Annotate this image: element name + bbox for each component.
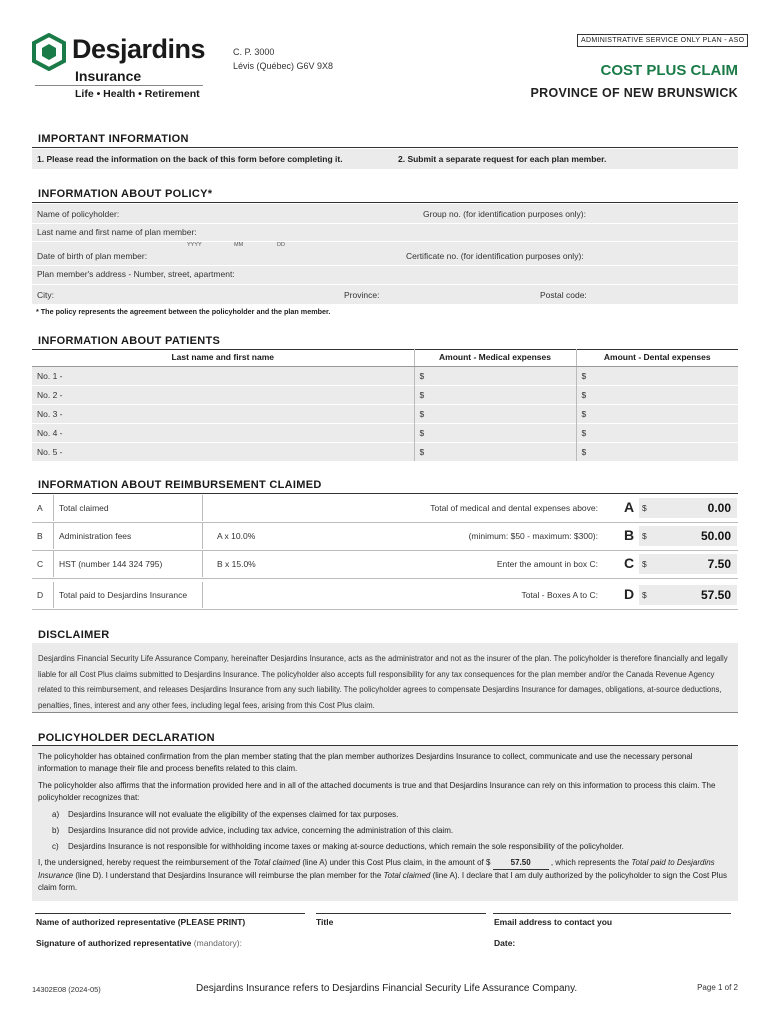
col-divider xyxy=(202,523,203,549)
rep-name-label: Name of authorized representative (PLEASE PRINT) xyxy=(36,917,246,927)
amount-box[interactable] xyxy=(639,526,737,546)
line-letter: A xyxy=(37,503,43,513)
col-divider xyxy=(53,495,54,521)
col-divider xyxy=(53,551,54,577)
decl-emph: Total paid to Desjardins Insurance xyxy=(38,858,715,880)
patients-heading: INFORMATION ABOUT PATIENTS xyxy=(38,335,221,347)
logo-subtitle: Insurance xyxy=(75,68,142,84)
row-divider xyxy=(32,284,738,285)
disclaimer-heading: DISCLAIMER xyxy=(38,629,110,641)
reimbursement-row xyxy=(32,551,738,579)
postal-code-field[interactable]: Postal code: xyxy=(540,290,587,300)
patient-name-cell[interactable]: No. 5 - xyxy=(32,442,414,461)
important-box xyxy=(32,149,738,169)
list-text: Desjardins Insurance is not responsible for withholding income taxes or making at-source deductions, which remain the sole responsibility of the policyholder. xyxy=(68,842,624,851)
line-label: Total claimed xyxy=(59,503,109,513)
member-name-field[interactable]: Last name and first name of plan member: xyxy=(37,227,197,237)
box-letter: C xyxy=(624,555,635,571)
patient-name-cell[interactable]: No. 3 - xyxy=(32,404,414,423)
patient-name-cell[interactable]: No. 4 - xyxy=(32,423,414,442)
decl-text: (line A) under this Cost Plus claim, in the amount of $ xyxy=(300,858,493,867)
box-letter: B xyxy=(624,527,635,543)
decl-text: (line A). I declare that I am duly authorized by the policyholder to sign the Cost Plus claim form. xyxy=(38,871,727,892)
col-divider xyxy=(202,495,203,521)
line-description: Enter the amount in box C: xyxy=(496,559,598,569)
row-divider xyxy=(32,241,738,242)
policy-heading: INFORMATION ABOUT POLICY* xyxy=(38,188,213,200)
line-letter: B xyxy=(37,531,43,541)
line-calc: B x 15.0% xyxy=(217,559,256,569)
dental-amount-cell[interactable]: $ xyxy=(576,423,738,442)
medical-amount-cell[interactable]: $ xyxy=(414,366,576,385)
medical-amount-cell[interactable]: $ xyxy=(414,385,576,404)
declaration-p1: The policyholder has obtained confirmation from the plan member stating that the plan member authorizes Desjardins Insurance to collect, communicate and use the necessary personal information to manage their file and process benefits related to this claim. xyxy=(38,752,693,773)
decl-emph: Total claimed xyxy=(253,858,301,867)
group-no-field[interactable]: Group no. (for identification purposes only): xyxy=(423,209,587,219)
reimbursement-row xyxy=(32,495,738,523)
decl-text: , which represents the xyxy=(548,858,632,867)
form-subtitle: PROVINCE OF NEW BRUNSWICK xyxy=(530,86,738,100)
declaration-list-item xyxy=(38,809,732,821)
rep-name-line[interactable] xyxy=(35,913,305,914)
col-medical-header: Amount - Medical expenses xyxy=(414,349,576,366)
important-heading: IMPORTANT INFORMATION xyxy=(38,133,189,145)
line-label: Administration fees xyxy=(59,531,132,541)
section-divider xyxy=(32,202,738,203)
list-text: Desjardins Insurance did not provide advice, including tax advice, concerning the administration of this claim. xyxy=(68,826,454,835)
patient-name-cell[interactable]: No. 1 - xyxy=(32,366,414,385)
section-divider xyxy=(32,493,738,494)
table-row xyxy=(32,366,738,385)
logo-name: Desjardins xyxy=(72,34,206,64)
table-header-row xyxy=(32,349,738,366)
medical-amount-cell[interactable]: $ xyxy=(414,423,576,442)
patient-name-cell[interactable]: No. 2 - xyxy=(32,385,414,404)
amount-box[interactable] xyxy=(639,585,737,605)
address-line-2: Lévis (Québec) G6V 9X8 xyxy=(233,61,334,71)
important-item-1: 1. Please read the information on the back of this form before completing it. xyxy=(37,154,343,164)
address-line-1: C. P. 3000 xyxy=(233,47,275,57)
mandatory-text: (mandatory): xyxy=(193,938,242,948)
currency-symbol: $ xyxy=(642,590,647,600)
col-divider xyxy=(202,551,203,577)
claim-amount-field[interactable]: 57.50 xyxy=(493,857,549,870)
section-divider xyxy=(32,147,738,148)
col-divider xyxy=(53,523,54,549)
dental-amount-cell[interactable]: $ xyxy=(576,385,738,404)
mailing-address xyxy=(233,45,333,73)
important-item-2: 2. Submit a separate request for each plan member. xyxy=(398,154,607,164)
list-marker: c) xyxy=(52,842,59,851)
amount-value: 0.00 xyxy=(707,501,731,515)
line-label: Total paid to Desjardins Insurance xyxy=(59,590,188,600)
disclaimer-text: Desjardins Financial Security Life Assurance Company, hereinafter Desjardins Insurance, acts as the administrator and not as the insurer of the plan. The policyholder is therefore financially and legally liable for all Cost Plus claims submitted to Desjardins Insurance. The policyholder also accepts full responsibility for any tax consequences for the plan member and/or the Canada Revenue Agency related to this reimbursement, and releases Desjardins Insurance from any such liability. The policyholder agrees to compensate Desjardins Insurance for damages, obligations, at-source deductions, penalties, fines, interest and any other fees, including legal fees, arising from this Cost Plus claim. xyxy=(32,643,738,713)
row-divider xyxy=(32,265,738,266)
reimbursement-row xyxy=(32,523,738,551)
col-divider xyxy=(202,582,203,608)
currency-symbol: $ xyxy=(642,559,647,569)
medical-amount-cell[interactable]: $ xyxy=(414,442,576,461)
currency-symbol: $ xyxy=(642,531,647,541)
line-letter: C xyxy=(37,559,44,569)
decl-text: (line D). I understand that Desjardins Insurance will reimburse the plan member for the xyxy=(73,871,384,880)
medical-amount-cell[interactable]: $ xyxy=(414,404,576,423)
table-row xyxy=(32,442,738,461)
line-description: Total - Boxes A to C: xyxy=(521,590,598,600)
province-field[interactable]: Province: xyxy=(344,290,380,300)
dental-amount-cell[interactable]: $ xyxy=(576,404,738,423)
dental-amount-cell[interactable]: $ xyxy=(576,366,738,385)
dental-amount-cell[interactable]: $ xyxy=(576,442,738,461)
line-description: Total of medical and dental expenses above: xyxy=(430,503,598,513)
form-code: 14302E08 (2024-05) xyxy=(32,985,101,994)
col-dental-header: Amount - Dental expenses xyxy=(576,349,738,366)
dob-dd-hint: DD xyxy=(277,242,285,248)
form-title: COST PLUS CLAIM xyxy=(600,62,738,79)
col-name-header: Last name and first name xyxy=(32,349,414,366)
email-label: Email address to contact you xyxy=(494,917,613,927)
title-label: Title xyxy=(316,917,334,927)
declaration-list-item xyxy=(38,825,732,837)
declaration-text xyxy=(32,746,738,901)
list-marker: b) xyxy=(52,826,60,835)
amount-box[interactable] xyxy=(639,554,737,574)
amount-box[interactable] xyxy=(639,498,737,518)
logo-tagline: Life • Health • Retirement xyxy=(75,88,200,100)
line-description: (minimum: $50 - maximum: $300): xyxy=(468,531,598,541)
city-field[interactable]: City: xyxy=(37,290,54,300)
reimbursement-heading: INFORMATION ABOUT REIMBURSEMENT CLAIMED xyxy=(38,479,322,491)
title-line[interactable] xyxy=(316,913,486,914)
col-divider xyxy=(53,582,54,608)
logo-divider xyxy=(35,85,203,86)
aso-label: ADMINISTRATIVE SERVICE ONLY PLAN - ASO xyxy=(577,34,748,47)
list-marker: a) xyxy=(52,810,60,819)
line-calc: A x 10.0% xyxy=(217,531,256,541)
amount-value: 7.50 xyxy=(707,557,731,571)
box-letter: A xyxy=(624,499,635,515)
decl-text: I, the undersigned, hereby request the reimbursement of the xyxy=(38,858,254,867)
table-row xyxy=(32,404,738,423)
declaration-p3 xyxy=(38,857,732,894)
list-text: Desjardins Insurance will not evaluate the eligibility of the expenses claimed for tax purposes. xyxy=(68,810,399,819)
patients-table xyxy=(32,349,738,461)
table-row xyxy=(32,423,738,442)
amount-value: 57.50 xyxy=(700,588,731,602)
reimbursement-row xyxy=(32,582,738,610)
dob-field[interactable]: Date of birth of plan member: xyxy=(37,251,148,261)
currency-symbol: $ xyxy=(642,503,647,513)
decl-emph: Total claimed xyxy=(383,871,431,880)
line-letter: D xyxy=(37,590,44,600)
dob-mm-hint: MM xyxy=(234,242,244,248)
certificate-field[interactable]: Certificate no. (for identification purposes only): xyxy=(406,251,584,261)
date-label: Date: xyxy=(494,938,516,948)
box-letter: D xyxy=(624,586,635,602)
policyholder-field[interactable]: Name of policyholder: xyxy=(37,209,120,219)
signature-text: Signature of authorized representative xyxy=(36,938,192,948)
policy-note: * The policy represents the agreement between the policyholder and the plan member. xyxy=(36,307,331,316)
table-row xyxy=(32,385,738,404)
policy-fields xyxy=(32,204,738,304)
desjardins-logo-icon xyxy=(32,33,66,71)
dob-yyyy-hint: YYYY xyxy=(187,242,202,248)
amount-value: 50.00 xyxy=(700,529,731,543)
page-number: Page 1 of 2 xyxy=(697,983,738,992)
signature-label xyxy=(36,938,242,948)
row-divider xyxy=(32,223,738,224)
email-line[interactable] xyxy=(493,913,731,914)
line-label: HST (number 144 324 795) xyxy=(59,559,163,569)
declaration-list-item xyxy=(38,841,732,853)
declaration-p2: The policyholder also affirms that the information provided here and in all of the attached documents is true and that Desjardins Insurance can rely on this information to process this claim. The policyholder recognizes that: xyxy=(38,781,716,802)
declaration-heading: POLICYHOLDER DECLARATION xyxy=(38,732,215,744)
footer-note: Desjardins Insurance refers to Desjardins Financial Security Life Assurance Company. xyxy=(196,983,578,994)
address-field[interactable]: Plan member's address - Number, street, apartment: xyxy=(37,269,235,279)
